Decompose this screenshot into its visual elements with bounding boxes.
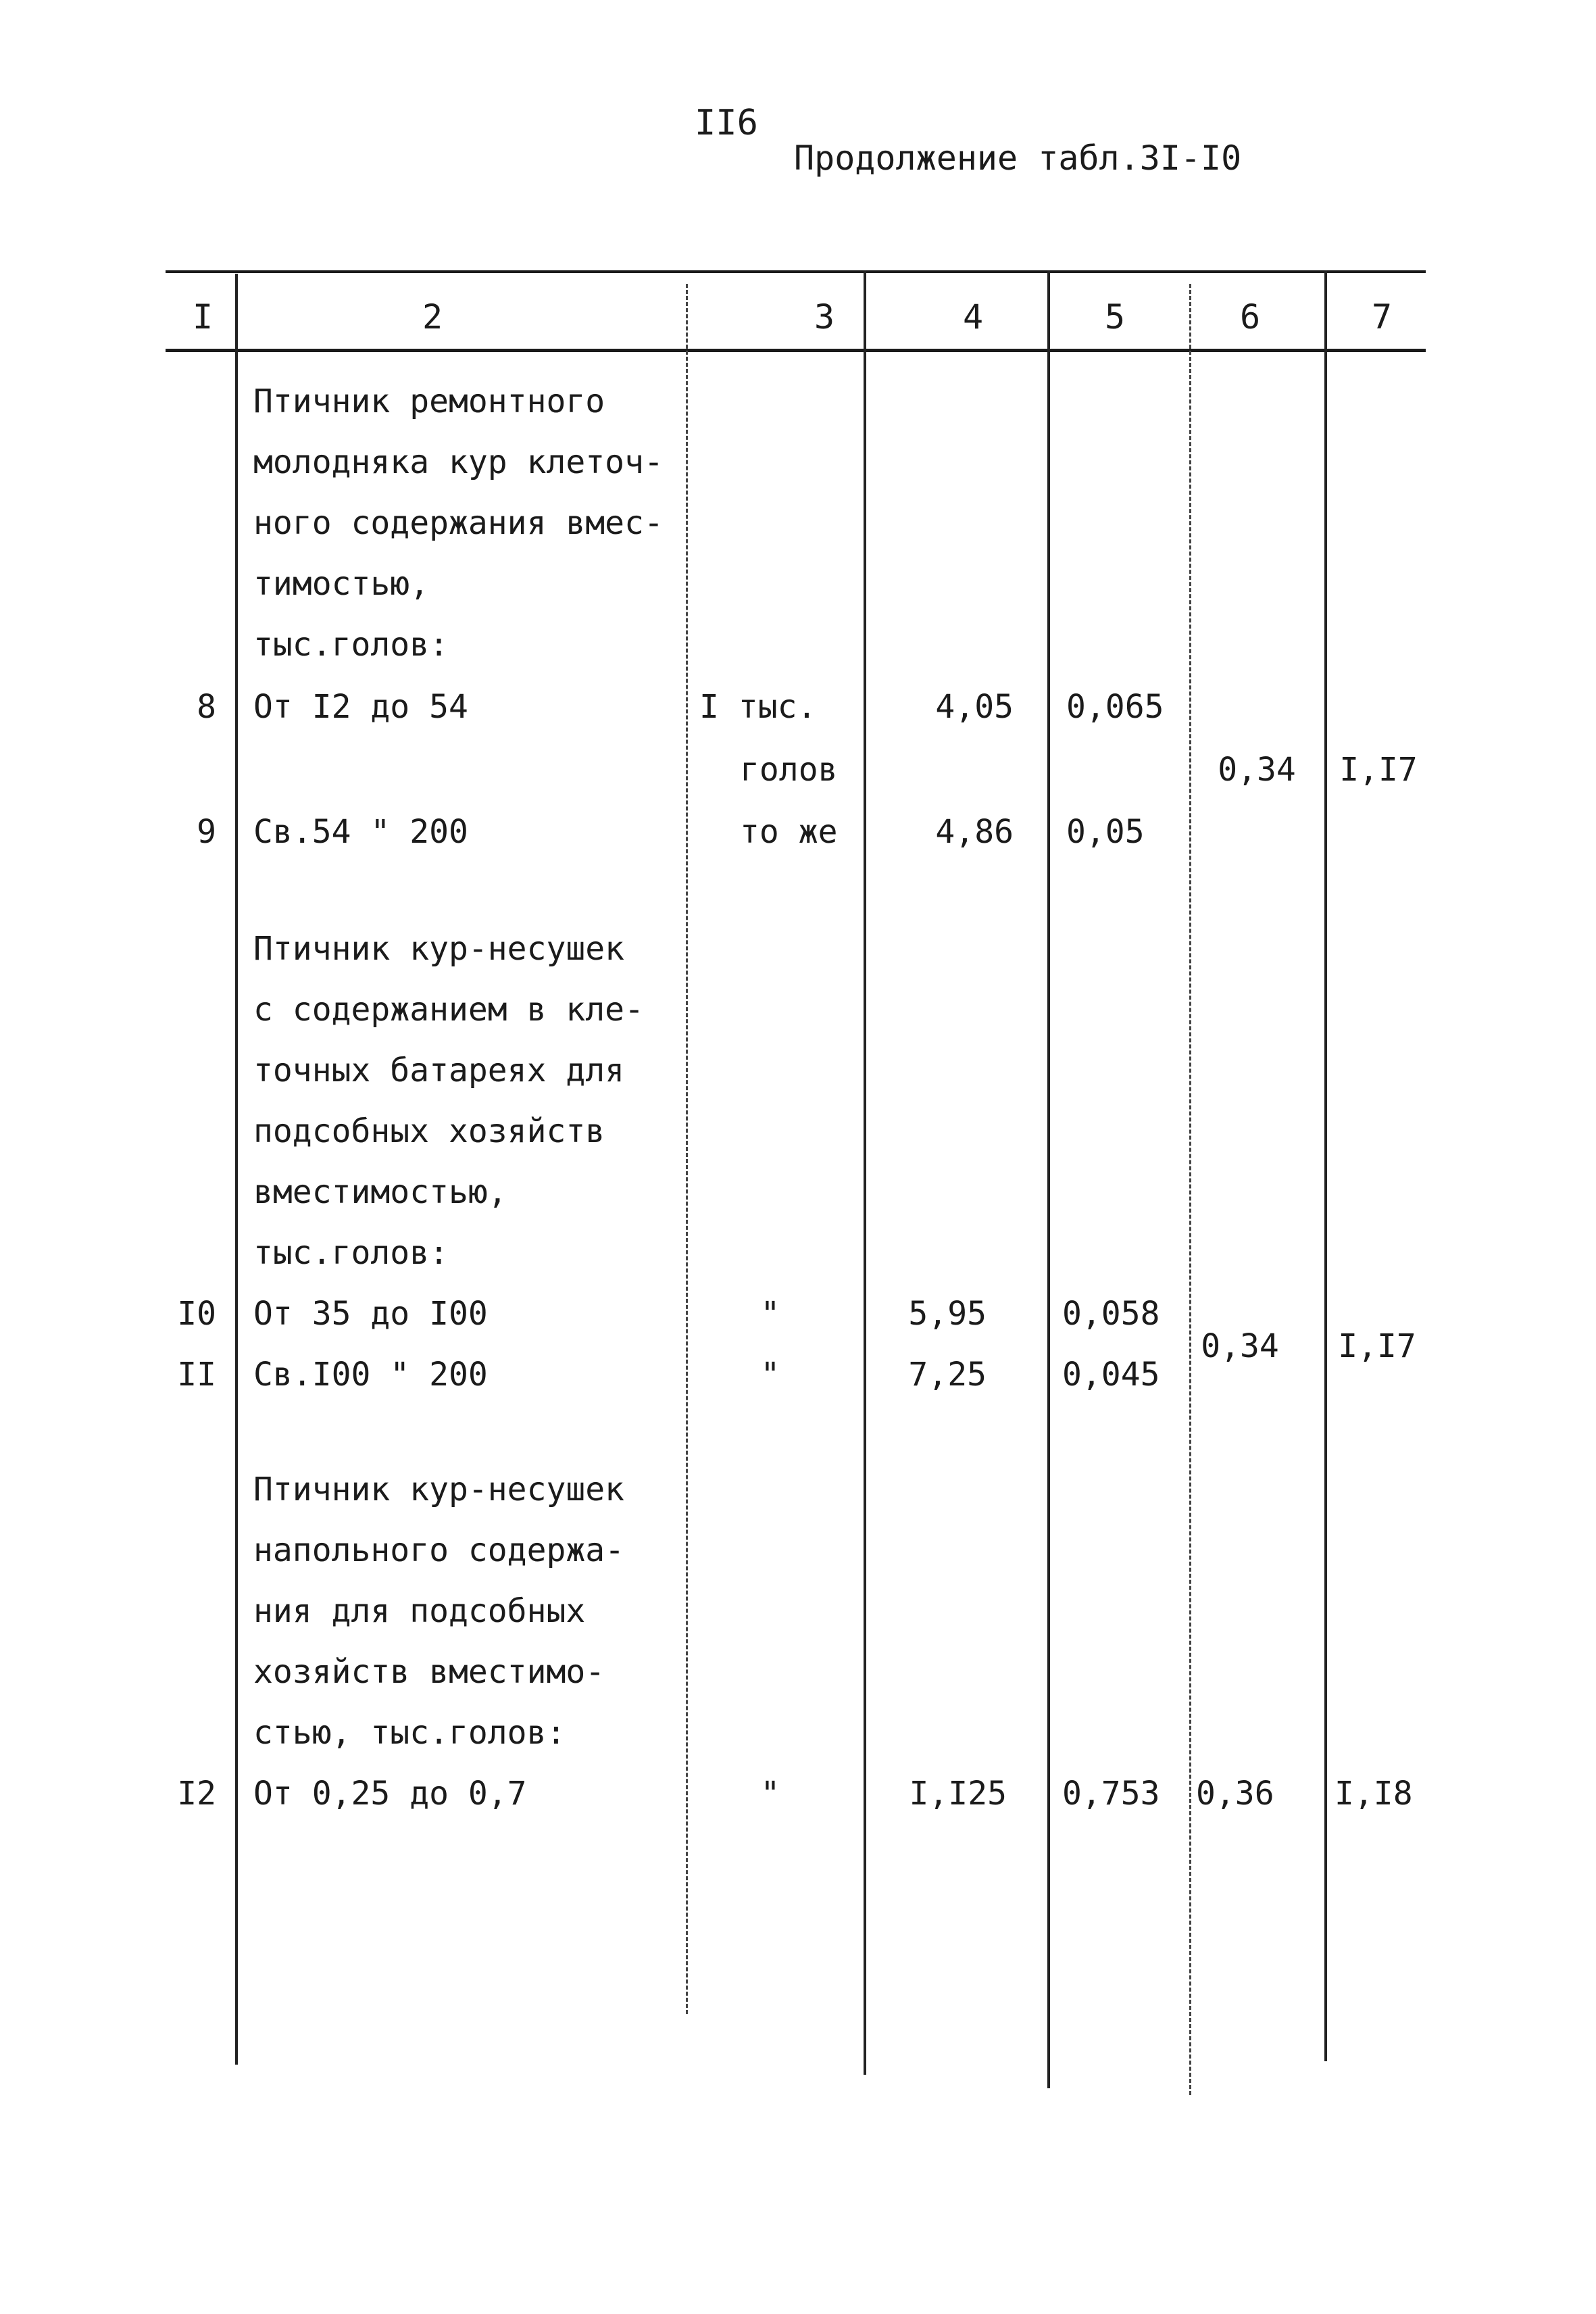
row-unit: голов	[740, 751, 838, 789]
row-col4: I,I25	[909, 1775, 1007, 1813]
row-col4: 5,95	[908, 1295, 987, 1333]
row-name: От 35 до I00	[253, 1295, 488, 1333]
row-col6: 0,34	[1201, 1327, 1279, 1365]
row-col7: I,I7	[1338, 1327, 1416, 1365]
section-title-line: вместимостью,	[253, 1173, 507, 1211]
section-title-line: тимостью,	[253, 565, 430, 603]
row-number: 8	[197, 688, 216, 726]
row-name: От 0,25 до 0,7	[253, 1775, 527, 1813]
row-name: Св.54 " 200	[253, 813, 468, 851]
row-col4: 4,86	[935, 813, 1014, 851]
row-unit: I тыс.	[699, 688, 817, 726]
section-title-line: напольного содержа-	[253, 1531, 625, 1569]
header-col-2: 2	[422, 297, 443, 337]
col-divider-5	[1189, 284, 1191, 2095]
section-title-line: Птичник ремонтного	[253, 383, 605, 420]
section-title-line: с содержанием в кле-	[253, 991, 644, 1029]
section-title-line: ния для подсобных	[253, 1592, 586, 1630]
section-title-line: молодняка кур клеточ-	[253, 443, 664, 481]
col-divider-4	[1047, 270, 1050, 2088]
row-number: 9	[197, 813, 216, 851]
row-col5: 0,753	[1062, 1775, 1160, 1813]
row-col5: 0,045	[1062, 1356, 1160, 1394]
header-col-1: I	[192, 297, 214, 337]
row-number: I0	[177, 1295, 216, 1333]
header-col-6: 6	[1239, 297, 1261, 337]
section-title-line: точных батареях для	[253, 1052, 625, 1089]
col-divider-6	[1324, 270, 1327, 2061]
header-col-4: 4	[962, 297, 984, 337]
row-unit: "	[760, 1356, 780, 1394]
row-number: I2	[177, 1775, 216, 1813]
table-top-rule	[166, 270, 1426, 273]
row-unit: "	[760, 1295, 780, 1333]
row-col5: 0,065	[1066, 688, 1164, 726]
row-number: II	[177, 1356, 216, 1394]
row-unit: то же	[740, 813, 838, 851]
section-title-line: ного содержания вмес-	[253, 504, 664, 542]
row-col4: 7,25	[908, 1356, 987, 1394]
row-col7: I,I8	[1335, 1775, 1413, 1813]
header-col-5: 5	[1104, 297, 1126, 337]
header-col-3: 3	[814, 297, 835, 337]
col-divider-1	[235, 274, 238, 2065]
row-unit: "	[760, 1775, 780, 1813]
section-title-line: Птичник кур-несушек	[253, 1471, 625, 1508]
section-title-line: Птичник кур-несушек	[253, 930, 625, 968]
table-caption: Продолжение табл.3I-I0	[794, 139, 1242, 178]
row-name: Св.I00 " 200	[253, 1356, 488, 1394]
section-title-line: хозяйств вместимо-	[253, 1653, 605, 1691]
col-divider-3	[864, 270, 866, 2075]
row-col5: 0,05	[1066, 813, 1145, 851]
row-col7: I,I7	[1339, 751, 1418, 789]
row-col4: 4,05	[935, 688, 1014, 726]
header-col-7: 7	[1371, 297, 1393, 337]
section-title-line: стью, тыс.голов:	[253, 1714, 566, 1752]
section-title-line: тыс.голов:	[253, 1234, 449, 1272]
col-divider-2	[686, 284, 688, 2014]
page-number: II6	[695, 103, 758, 143]
section-title-line: тыс.голов:	[253, 626, 449, 664]
row-col6: 0,36	[1196, 1775, 1274, 1813]
row-col5: 0,058	[1062, 1295, 1160, 1333]
section-title-line: подсобных хозяйств	[253, 1112, 605, 1150]
row-name: От I2 до 54	[253, 688, 468, 726]
row-col6: 0,34	[1218, 751, 1296, 789]
header-bottom-rule	[166, 349, 1426, 352]
